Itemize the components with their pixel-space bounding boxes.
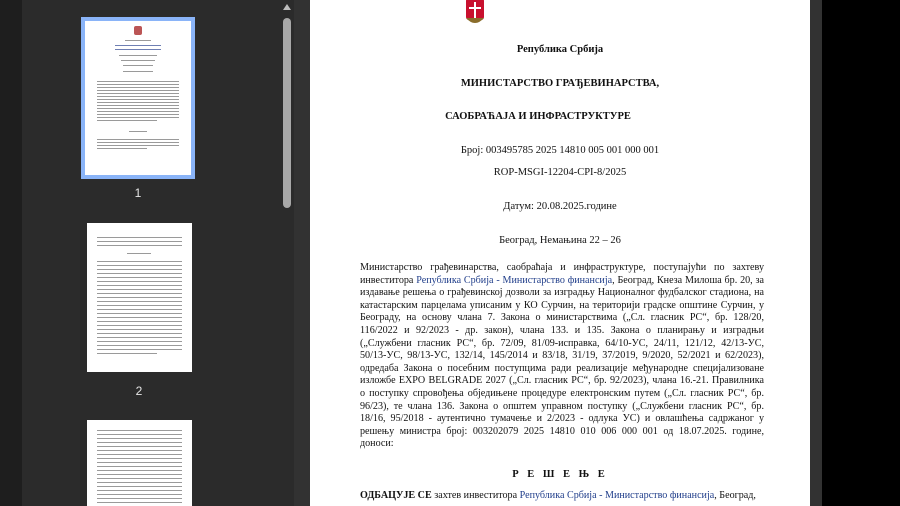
ministry-title-line2: САОБРАЋАЈА И ИНФРАСТРУКТУРЕ [445,111,631,122]
body-line [360,325,764,338]
body-line-text: одредаба Закона о посебним поступцима ради реализације међународне специјализоване [360,362,764,374]
body-line [360,363,764,376]
document-page [310,0,810,506]
body-line [360,350,764,363]
body-line-text: 18/16, 95/2018 - аутентично тумачење и 2/2023 - одлука УС) и овлашћења садржаног у [360,413,764,425]
body-line [360,275,764,288]
decision-text-post: , Београд, [714,490,756,501]
body-line-text: 50/13-УС, 98/13-УС, 132/14, 145/2014 и 83/18, 31/19, 37/2019, 9/2020, 52/2021 и 62/2023), [360,350,764,362]
document-number: Број: 003495785 2025 14810 005 001 000 001 [460,145,660,156]
page-thumbnail-label-2: 2 [135,384,143,398]
body-line [360,312,764,325]
body-line-text: о поступку спровођења обједињене процедуре електронским путем („Сл. гласник РС“, бр. [360,387,764,399]
body-line [360,287,764,300]
body-line-text: инвеститора [360,274,417,286]
body-line-text: Београду, на основу члана 7. Закона о министарствима („Сл. гласник РС“, бр. 128/20, [360,312,764,324]
page-thumbnail-1[interactable] [85,21,191,175]
decision-heading: Р Е Ш Е Њ Е [512,469,608,480]
right-margin [822,0,900,506]
scroll-up-arrow-icon[interactable] [283,4,291,10]
body-line [360,388,764,401]
case-id: ROP-MSGI-12204-CPI-8/2025 [493,167,627,178]
body-line-text: решењу министра број: 003202079 2025 14810 010 006 000 001 од 18.07.2025. године, [360,425,764,437]
page-thumbnail-2[interactable] [87,223,192,372]
body-line [360,375,764,388]
thumbnail-crest-icon [134,26,142,35]
body-line-text: („Службени гласник РС“, бр. 72/09, 81/09-исправка, 64/10-УС, 24/11, 121/12, 42/13-УС, [360,337,764,349]
body-line-investor: Република Србија - Министарство финансија [416,274,613,286]
body-line-text: катастарским парцелама уписаним у КО Сурчин, на територији градске општине Сурчин, у [360,299,764,311]
body-line-text: издавање решења о грађевинској дозволи за изградњу Националног фудбалског стадиона, на [360,287,764,299]
ministry-title-line1: МИНИСТАРСТВО ГРАЂЕВИНАРСТВА, [460,78,660,89]
document-address: Београд, Немањина 22 – 26 [499,235,621,246]
body-line-text: Министарство грађевинарства, саобраћаја и инфраструктуре, поступајући по захтеву [360,262,764,273]
page-thumbnail-3[interactable] [87,420,192,506]
decision-verb: ОДБАЦУЈЕ СЕ [360,490,432,501]
body-line [360,338,764,351]
sidebar-scrollbar[interactable] [280,0,294,506]
body-line-text-post: , Београд, Кнеза Милоша бр. 20, за [612,274,764,286]
decision-first-line [360,490,790,501]
body-line [360,401,764,414]
body-line-text: изложбе EXPO BELGRADE 2027 („Сл. гласник РС“, бр. 92/2023), члана 16.-21. Правилника [360,375,764,387]
document-body-paragraph [360,262,764,451]
body-line-text: 96/23), те члана 136. Закона о општем управном поступку („Службени гласник РС“, бр. [360,400,764,412]
body-line [360,426,764,439]
body-line [360,413,764,426]
body-line-text: доноси: [360,438,394,450]
sidebar-edge [0,0,22,506]
document-viewer [294,0,900,506]
document-date: Датум: 20.08.2025.године [503,201,617,212]
decision-text-pre: захтев инвеститора [431,490,520,501]
body-line [360,438,764,451]
thumbnail-sidebar [0,0,280,506]
page-thumbnail-label-1: 1 [134,186,142,200]
body-line [360,262,764,275]
republic-name: Република Србија [516,44,604,55]
decision-investor: Република Србија - Министарство финансија [519,490,715,501]
body-line-text: 116/2022 и 92/2023 - др. закон), члана 133. и 135. Закона о планирању и изградњи [360,324,764,336]
sidebar-scrollbar-thumb[interactable] [283,18,291,208]
body-line [360,300,764,313]
serbia-coat-of-arms-icon [464,0,486,26]
